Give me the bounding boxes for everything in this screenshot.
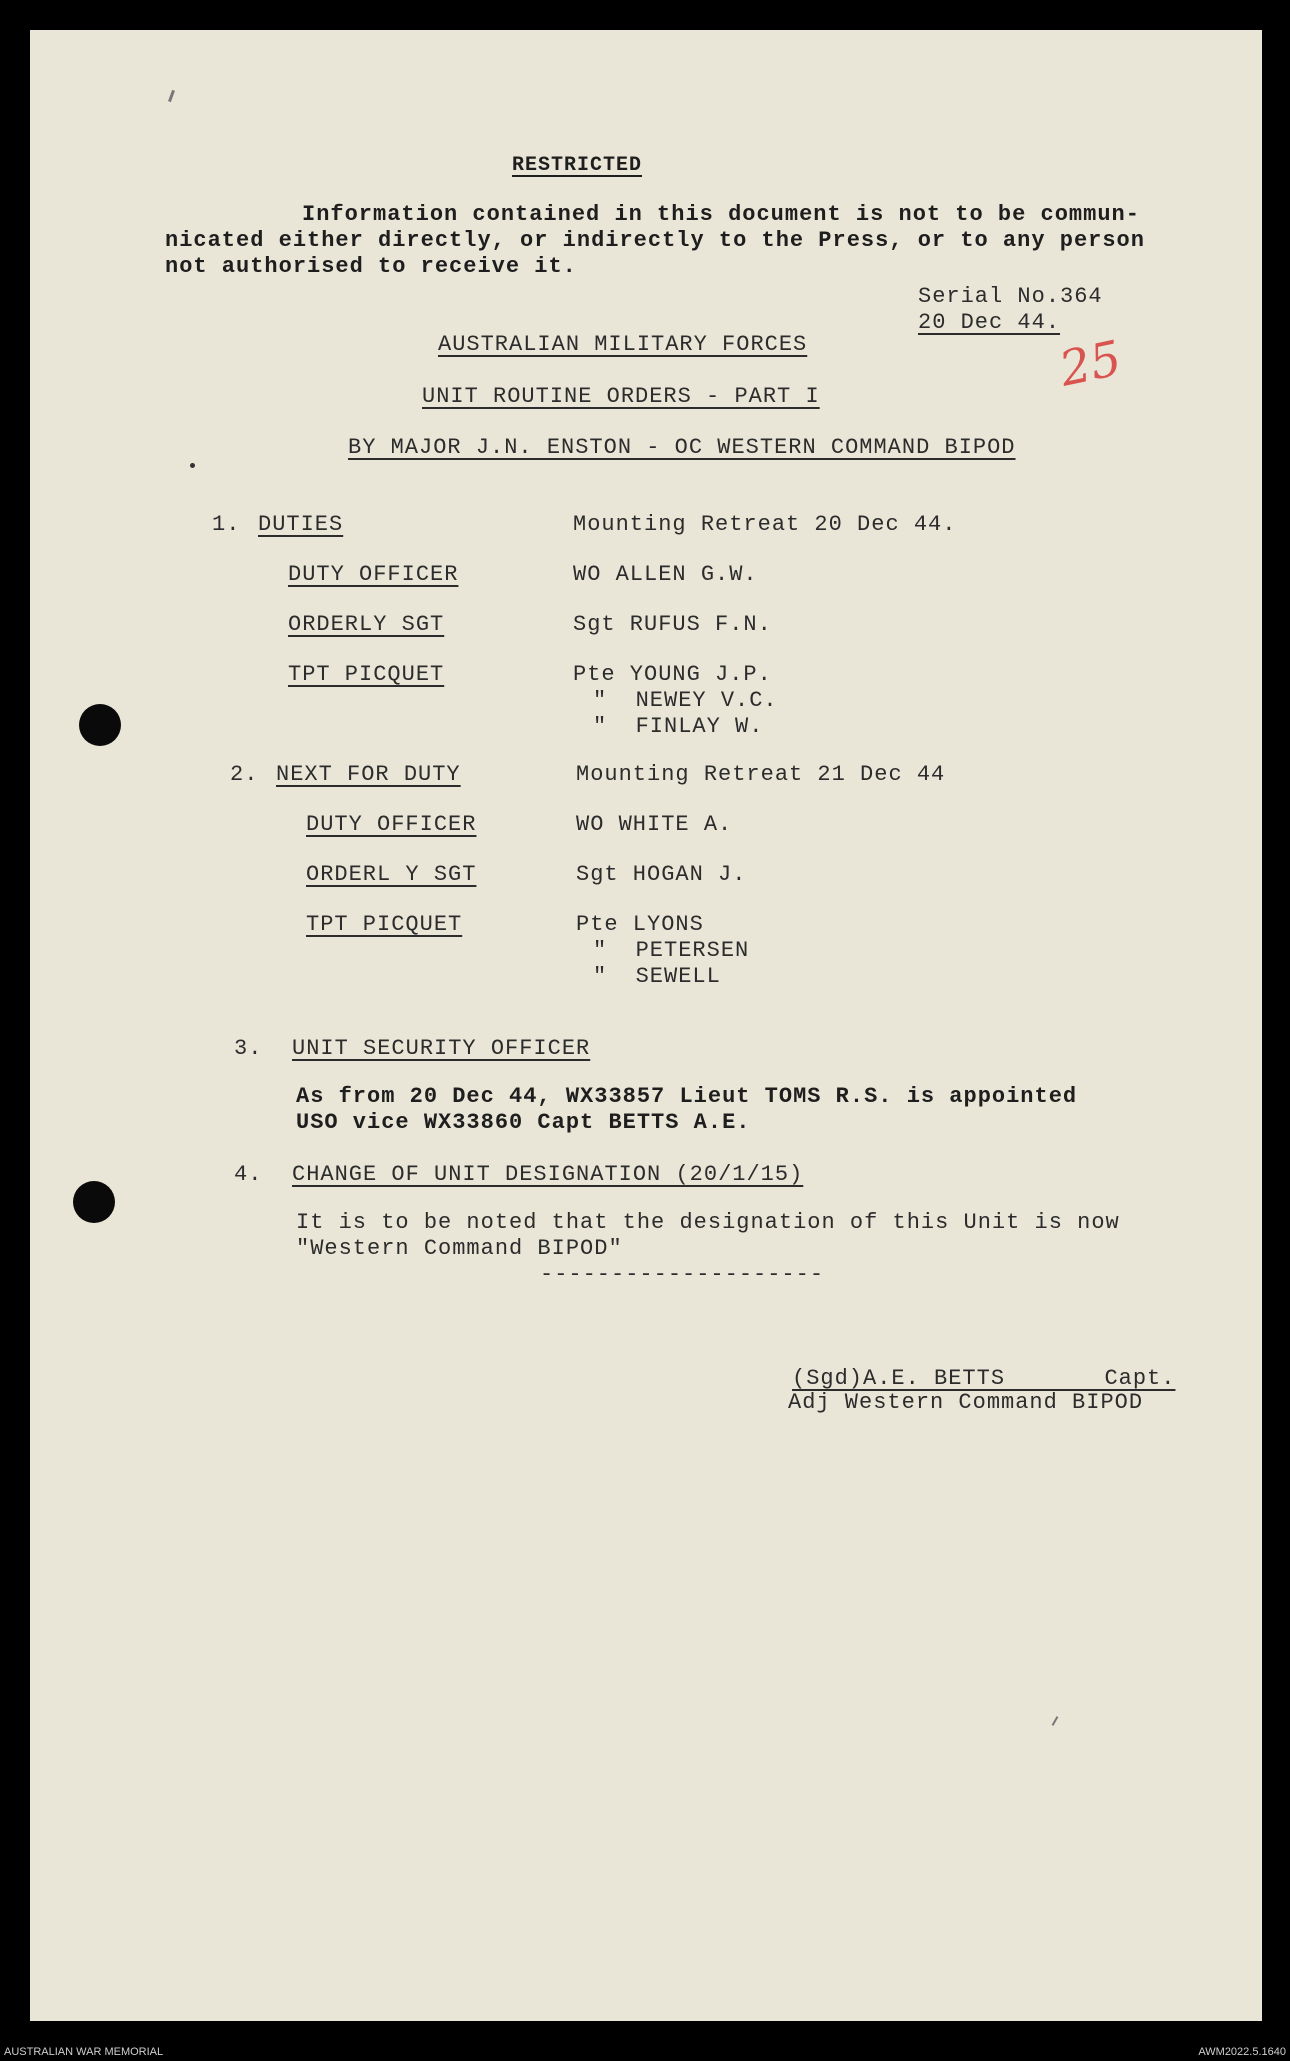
orderly-sgt-label: ORDERLY SGT: [288, 612, 445, 637]
next-duty-officer-label: DUTY OFFICER: [306, 812, 477, 837]
tpt-picquet-line-3: " FINLAY W.: [593, 714, 764, 739]
serial-number: Serial No.364: [918, 284, 1103, 309]
document-date: 20 Dec 44.: [918, 310, 1061, 335]
stray-mark: [168, 90, 175, 102]
duty-officer-label: DUTY OFFICER: [288, 562, 459, 587]
notice-line-2: nicated either directly, or indirectly to the Press, or to any person: [165, 228, 1145, 253]
notice-line-3: not authorised to receive it.: [165, 254, 577, 279]
next-tpt-picquet-label: TPT PICQUET: [306, 912, 463, 937]
footer-left: AUSTRALIAN WAR MEMORIAL: [4, 2046, 164, 2058]
section-3-number: 3.: [234, 1036, 263, 1061]
punch-hole: [73, 1181, 115, 1223]
signature-line: (Sgd)A.E. BETTS Capt.: [792, 1366, 1176, 1391]
signature-title: Adj Western Command BIPOD: [788, 1390, 1144, 1415]
punch-hole: [79, 704, 121, 746]
stray-mark: [190, 463, 195, 468]
section-4-line-1: It is to be noted that the designation of this Unit is now: [296, 1210, 1120, 1235]
issued-by-line: BY MAJOR J.N. ENSTON - OC WESTERN COMMAND BIPOD: [348, 435, 1016, 460]
duty-officer-value: WO ALLEN G.W.: [573, 562, 758, 587]
stray-mark: [1052, 1716, 1059, 1726]
section-4-line-2: "Western Command BIPOD": [296, 1236, 623, 1261]
next-orderly-sgt-value: Sgt HOGAN J.: [576, 862, 747, 887]
tpt-picquet-line-1: Pte YOUNG J.P.: [573, 662, 772, 687]
section-4-heading: CHANGE OF UNIT DESIGNATION (20/1/15): [292, 1162, 804, 1187]
section-2-heading: NEXT FOR DUTY: [276, 762, 461, 787]
section-3-heading: UNIT SECURITY OFFICER: [292, 1036, 591, 1061]
next-tpt-picquet-line-3: " SEWELL: [593, 964, 721, 989]
next-tpt-picquet-line-2: " PETERSEN: [593, 938, 750, 963]
notice-line-1: Information contained in this document is not to be commun-: [302, 202, 1140, 227]
section-2-number: 2.: [230, 762, 259, 787]
footer-right: AWM2022.5.1640: [1198, 2046, 1286, 2058]
section-1-number: 1.: [212, 512, 241, 537]
tpt-picquet-label: TPT PICQUET: [288, 662, 445, 687]
handwritten-number: 25: [1054, 330, 1127, 398]
classification-heading: RESTRICTED: [512, 154, 643, 177]
section-3-line-2: USO vice WX33860 Capt BETTS A.E.: [296, 1110, 751, 1135]
next-orderly-sgt-label: ORDERL Y SGT: [306, 862, 477, 887]
orders-title: UNIT ROUTINE ORDERS - PART I: [422, 384, 820, 409]
next-duty-officer-value: WO WHITE A.: [576, 812, 733, 837]
orderly-sgt-value: Sgt RUFUS F.N.: [573, 612, 772, 637]
section-3-line-1: As from 20 Dec 44, WX33857 Lieut TOMS R.S. is appointed: [296, 1084, 1078, 1109]
section-4-number: 4.: [234, 1162, 263, 1187]
forces-title: AUSTRALIAN MILITARY FORCES: [438, 332, 808, 357]
section-2-mounting: Mounting Retreat 21 Dec 44: [576, 762, 946, 787]
tpt-picquet-line-2: " NEWEY V.C.: [593, 688, 778, 713]
document-page: [30, 30, 1262, 2021]
section-1-mounting: Mounting Retreat 20 Dec 44.: [573, 512, 957, 537]
next-tpt-picquet-line-1: Pte LYONS: [576, 912, 704, 937]
section-4-rule: --------------------: [540, 1262, 825, 1287]
section-1-heading: DUTIES: [258, 512, 344, 537]
